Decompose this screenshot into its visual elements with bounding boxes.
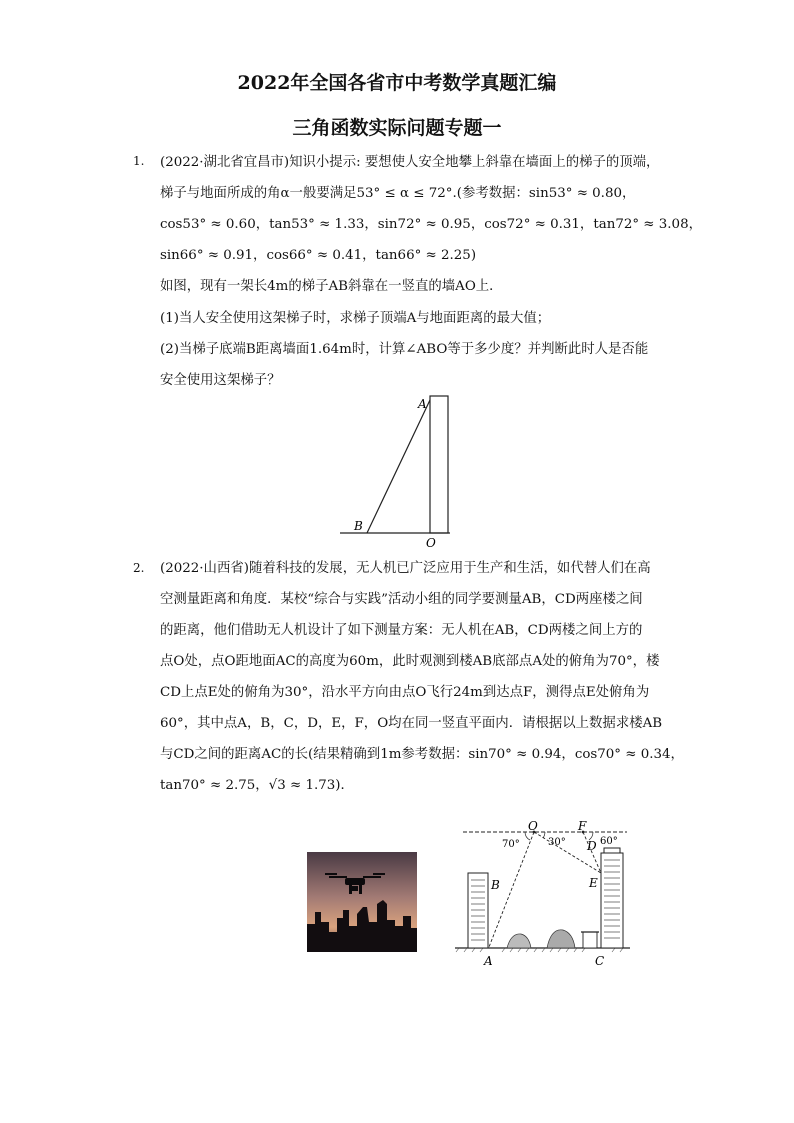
label-c: C	[595, 954, 605, 968]
angle-label-30: 30°	[548, 837, 566, 848]
question-1-line: 梯子与地面所成的角α一般要满足53° ≤ α ≤ 72°.(参考数据：sin53° ≈ 0.80，	[160, 186, 636, 201]
question-1-number: 1.	[133, 154, 145, 168]
question-2-line: 空测量距离和角度．某校“综合与实践”活动小组的同学要测量AB，CD两座楼之间	[160, 592, 643, 607]
document-title: 2022年全国各省市中考数学真题汇编	[237, 72, 557, 94]
label-o: O	[426, 536, 436, 550]
angle-label-60: 60°	[600, 836, 618, 847]
building-cd-roof	[604, 848, 620, 853]
label-b: B	[491, 878, 500, 892]
wall-rect	[430, 396, 448, 533]
drone-photo	[307, 852, 417, 952]
question-2-line: tan70° ≈ 2.75，√3 ≈ 1.73)．	[160, 778, 354, 793]
angle-label-70: 70°	[502, 839, 520, 850]
label-b: B	[354, 519, 363, 533]
building-ab	[468, 873, 488, 948]
question-2-number: 2.	[133, 561, 145, 575]
question-2-line: 与CD之间的距离AC的长(结果精确到1m参考数据：sin70° ≈ 0.94，cos70° ≈ 0.34，	[160, 747, 684, 762]
question-2-line: CD上点E处的俯角为30°，沿水平方向由点O飞行24m到达点F，测得点E处俯角为	[160, 685, 650, 700]
question-2-line: 60°，其中点A，B，C，D，E，F，O均在同一竖直平面内．请根据以上数据求楼AB	[160, 716, 663, 731]
building-cd	[601, 853, 623, 948]
rock-left	[507, 934, 531, 948]
question-1-line: 如图，现有一架长4m的梯子AB斜靠在一竖直的墙AO上．	[160, 279, 503, 294]
rock-right	[547, 930, 575, 948]
question-1-line: (2022·湖北省宜昌市)知识小提示: 要想使人安全地攀上斜靠在墙面上的梯子的顶端，	[160, 155, 660, 170]
label-d: D	[587, 839, 597, 853]
question-2-line: 的距离，他们借助无人机设计了如下测量方案：无人机在AB，CD两楼之间上方的	[160, 623, 643, 638]
question-1-line: cos53° ≈ 0.60，tan53° ≈ 1.33，sin72° ≈ 0.95，cos72° ≈ 0.31，tan72° ≈ 3.08，	[160, 217, 702, 232]
small-hut	[583, 932, 597, 948]
question-2-line: (2022·山西省)随着科技的发展，无人机已广泛应用于生产和生活，如代替人们在高	[160, 561, 651, 576]
building-measurement-figure	[455, 818, 635, 970]
question-1-line: (1)当人安全使用这架梯子时，求梯子顶端A与地面距离的最大值；	[160, 311, 551, 326]
label-e: E	[589, 876, 598, 890]
label-o: O	[528, 819, 538, 833]
document-subtitle: 三角函数实际问题专题一	[292, 117, 502, 139]
drone-photo-image	[307, 852, 417, 952]
question-2-line: 点O处，点O距地面AC的高度为60m，此时观测到楼AB底部点A处的俯角为70°，楼	[160, 654, 660, 669]
question-1-line: sin66° ≈ 0.91，cos66° ≈ 0.41，tan66° ≈ 2.25)	[160, 248, 477, 263]
label-f: F	[578, 819, 587, 833]
ladder-line	[367, 400, 430, 533]
ladder-figure	[335, 390, 465, 550]
label-a: A	[484, 954, 493, 968]
label-a: A	[418, 397, 427, 411]
angle-arc-30	[543, 832, 545, 838]
question-1-line: 安全使用这架梯子？	[160, 373, 281, 388]
question-1-line: (2)当梯子底端B距离墙面1.64m时，计算∠ABO等于多少度？并判断此时人是否能	[160, 342, 649, 357]
angle-arc-70	[525, 832, 530, 840]
